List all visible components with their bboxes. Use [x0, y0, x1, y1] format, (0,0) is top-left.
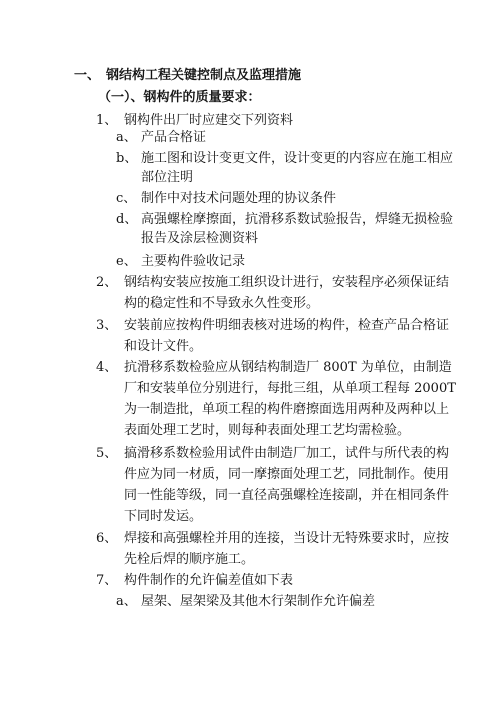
- sub-text: 制作中对技术问题处理的协议条件: [141, 191, 337, 206]
- item-text: 为一制造批，单项工程的构件磨擦面选用两种及两种以上: [124, 402, 450, 417]
- section-number: 一、: [74, 68, 101, 83]
- item-text: 和设计文件。: [124, 339, 203, 354]
- item-number: 2、: [96, 275, 118, 290]
- item-text: 同一性能等级，同一直径高强螺栓连接副，并在相同条件: [124, 488, 450, 503]
- item-number: 5、: [96, 446, 118, 461]
- item-text: 先栓后焊的顺序施工。: [124, 552, 255, 567]
- sub-text: 屋架、屋架梁及其他木行架制作允许偏差: [141, 594, 376, 609]
- sub-letter: c、: [116, 191, 137, 206]
- sub-letter: d、: [116, 212, 138, 227]
- item-text: 构的稳定性和不导致永久性变形。: [124, 296, 320, 311]
- sub-text: 产品合格证: [141, 130, 207, 145]
- item-text: 件应为同一材质，同一摩擦面处理工艺，同批制作。使用: [124, 467, 450, 482]
- item-text: 抗滑移系数检验应从钢结构制造厂 800T 为单位，由制造: [124, 360, 452, 375]
- sub-letter: a、: [116, 130, 137, 145]
- item-text: 安装前应按构件明细表核对进场的构件，检查产品合格证: [124, 318, 450, 333]
- item-number: 3、: [96, 318, 118, 333]
- item-number: 4、: [96, 360, 118, 375]
- item-text: 下同时发运。: [124, 509, 203, 524]
- sub-text: 施工图和设计变更文件，设计变更的内容应在施工相应: [141, 151, 454, 166]
- sub-letter: e、: [116, 254, 137, 269]
- item-text: 构件制作的允许偏差值如下表: [124, 573, 294, 588]
- sub-text: 主要构件验收记录: [141, 254, 246, 269]
- item-text: 钢构件出厂时应建交下列资料: [124, 113, 294, 128]
- sub-letter: b、: [116, 151, 138, 166]
- item-text: 搞滑移系数检验用试件由制造厂加工，试件与所代表的构: [124, 446, 450, 461]
- item-text: 厂和安装单位分别进行，每批三组，从单项工程每 2000T: [124, 381, 456, 396]
- sub-text: 高强螺栓摩擦面，抗滑移系数试验报告，焊缝无损检验: [141, 212, 454, 227]
- item-text: 表面处理工艺时，则每种表面处理工艺均需检验。: [124, 423, 411, 438]
- subsection-title: （一）、钢构件的质量要求：: [98, 90, 261, 105]
- item-number: 1、: [96, 113, 118, 128]
- item-text: 钢结构安装应按施工组织设计进行，安装程序必须保证结: [124, 275, 450, 290]
- sub-text: 部位注明: [141, 170, 194, 185]
- item-number: 6、: [96, 531, 118, 546]
- item-text: 焊接和高强螺栓并用的连接，当设计无特殊要求时，应按: [124, 531, 450, 546]
- item-number: 7、: [96, 573, 118, 588]
- sub-letter: a、: [116, 594, 137, 609]
- section-title: 钢结构工程关键控制点及监理措施: [106, 68, 302, 83]
- sub-text: 报告及涂层检测资料: [141, 231, 259, 246]
